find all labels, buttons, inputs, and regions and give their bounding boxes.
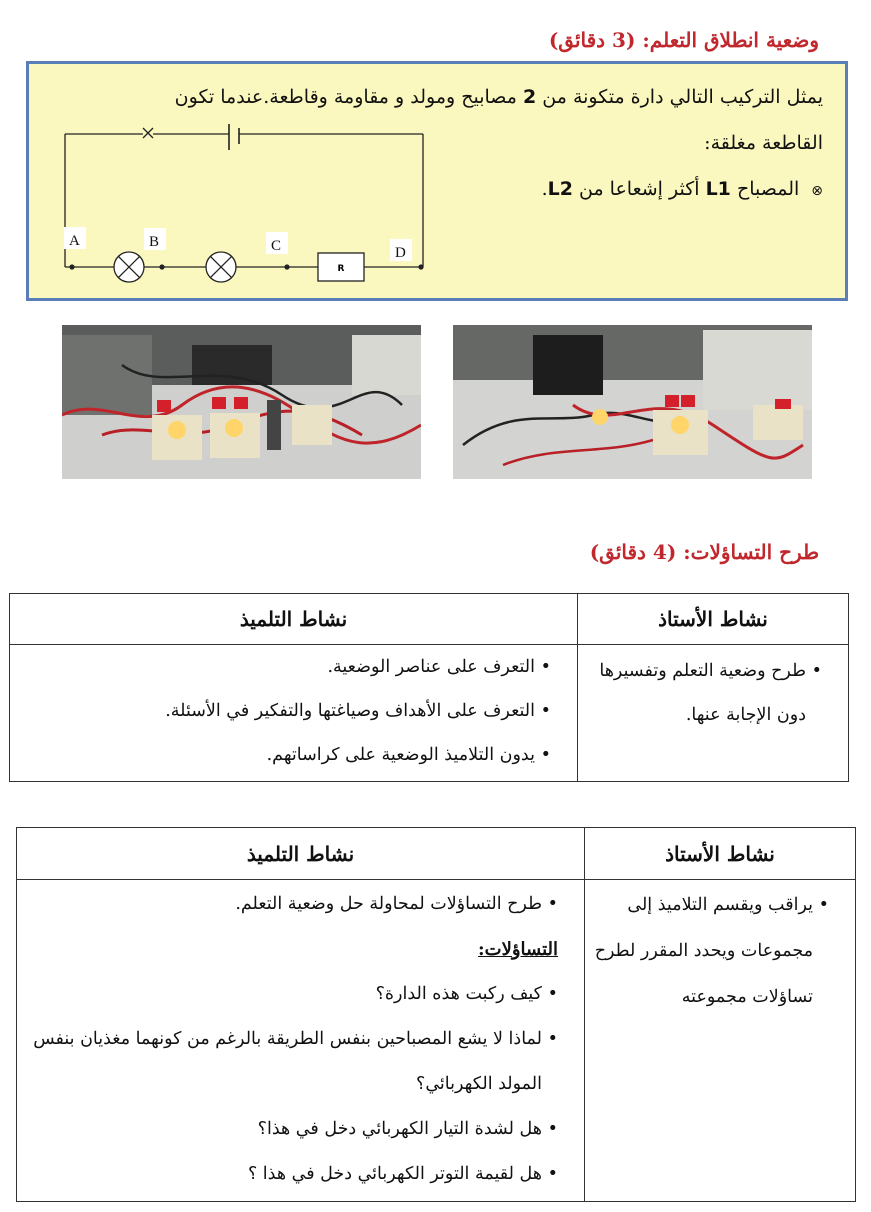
teacher-activity-cell — [585, 880, 856, 1202]
question-item: • لماذا لا يشع المصباحين بنفس الطريقة بالرغم من كونهما مغذيان بنفس المولد الكهربائي؟ — [25, 1017, 558, 1107]
situation-line-3: ⊗المصباح L1 أكثر إشعاعا من L2. — [63, 166, 823, 214]
student-item: • التعرف على عناصر الوضعية. — [18, 645, 551, 689]
activity-table-1 — [9, 593, 849, 782]
question-item: • كيف ركبت هذه الدارة؟ — [25, 972, 558, 1017]
question-item: • هل لقيمة التوتر الكهربائي دخل في هذا ؟ — [25, 1152, 558, 1197]
questions-heading: التساؤلات: — [477, 939, 558, 960]
student-item: • يدون التلاميذ الوضعية على كراساتهم. — [18, 733, 551, 777]
student-item: • التعرف على الأهداف وصياغتها والتفكير في الأسئلة. — [18, 689, 551, 733]
student-activity-header: نشاط التلميذ — [10, 594, 578, 645]
teacher-item: • يراقب ويقسم التلاميذ إلى مجموعات ويحدد المقرر لطرح تساؤلات مجموعته — [593, 882, 829, 1020]
question-item: • هل لشدة التيار الكهربائي دخل في هذا؟ — [25, 1107, 558, 1152]
circuit-diagram — [59, 118, 459, 288]
experiment-photo-left — [62, 325, 421, 479]
lamp-L2-icon — [206, 252, 236, 282]
point-b-label: B — [149, 234, 160, 250]
student-activity-header: نشاط التلميذ — [17, 828, 585, 880]
teacher-activity-header: نشاط الأستاذ — [585, 828, 856, 880]
situation-line-2: القاطعة مغلقة: — [704, 132, 823, 154]
resistor-label: R — [337, 264, 345, 274]
teacher-activity-header: نشاط الأستاذ — [578, 594, 849, 645]
point-c-label: C — [271, 238, 282, 254]
situation-box — [26, 61, 848, 301]
circle-x-bullet-icon: ⊗ — [811, 183, 823, 199]
activity-table-2 — [16, 827, 856, 1202]
teacher-item: • طرح وضعية التعلم وتفسيرها دون الإجابة عنها. — [586, 649, 822, 737]
experiment-photo-right — [453, 325, 812, 479]
student-activity-cell — [10, 645, 578, 782]
teacher-activity-cell — [578, 645, 849, 782]
student-activity-cell — [17, 880, 585, 1202]
section-title-start: وضعية انطلاق التعلم: (3 دقائق) — [548, 28, 819, 52]
point-a-label: A — [69, 233, 80, 249]
situation-line-1: يمثل التركيب التالي دارة متكونة من 2 مصابيح ومولد و مقاومة وقاطعة.عندما تكون — [174, 86, 823, 108]
point-d-label: D — [395, 245, 406, 261]
section-title-questions: طرح التساؤلات: (4 دقائق) — [589, 540, 819, 564]
lamp-L1-icon — [114, 252, 144, 282]
student-intro: • طرح التساؤلات لمحاولة حل وضعية التعلم. — [25, 882, 558, 927]
